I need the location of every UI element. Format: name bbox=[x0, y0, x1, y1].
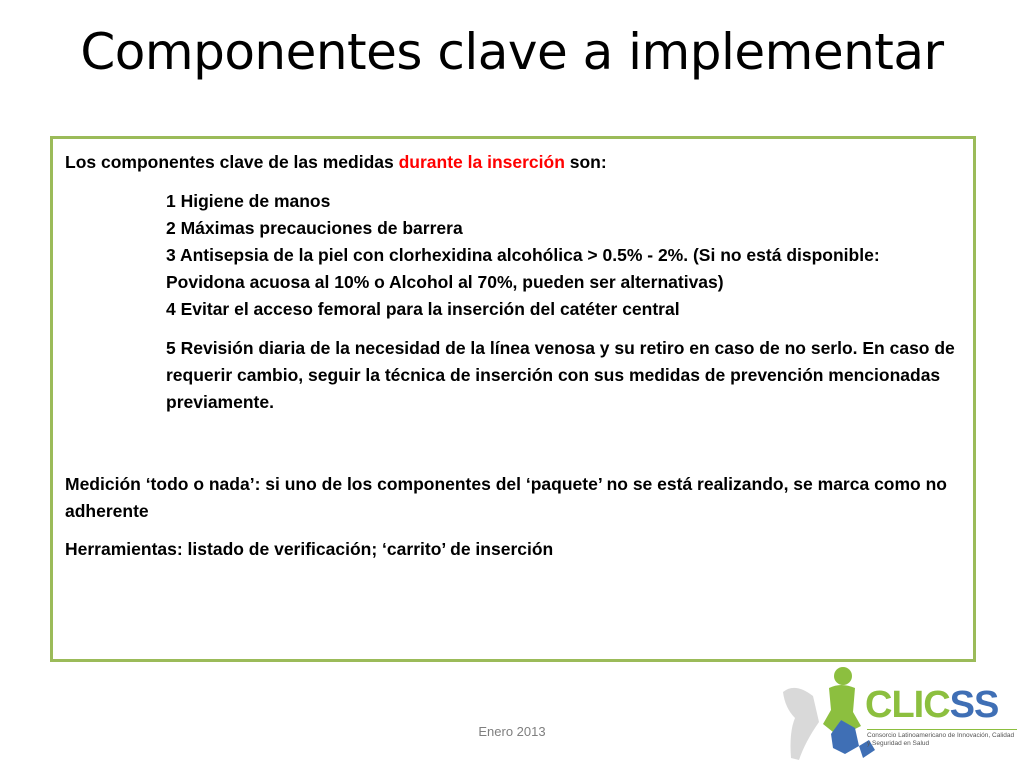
slide-title: Componentes clave a implementar bbox=[80, 23, 944, 81]
content-box bbox=[50, 136, 976, 662]
logo-name: CLICSS bbox=[865, 684, 999, 726]
component-list bbox=[65, 188, 959, 416]
list-item: 3 Antisepsia de la piel con clorhexidina alcohólica > 0.5% - 2%. (Si no está disponible: Povidona acuosa al 10% o Alcohol al 70%, pueden ser alternativas) bbox=[166, 245, 880, 292]
list-item: 4 Evitar el acceso femoral para la inserción del catéter central bbox=[166, 299, 680, 319]
list-item: 2 Máximas precauciones de barrera bbox=[166, 218, 463, 238]
logo-tagline: Consorcio Latinoamericano de Innovación, Calidad y Seguridad en Salud bbox=[867, 729, 1017, 748]
footer-date: Enero 2013 bbox=[478, 724, 546, 739]
intro-highlight: durante la inserción bbox=[398, 152, 565, 172]
tools-paragraph: Herramientas: listado de verificación; ‘carrito’ de inserción bbox=[65, 539, 554, 559]
intro-text: Los componentes clave de las medidas bbox=[65, 152, 399, 172]
list-item: 1 Higiene de manos bbox=[166, 191, 331, 211]
measurement-paragraph: Medición ‘todo o nada’: si uno de los componentes del ‘paquete’ no se está realizando, se marca como no adherente bbox=[65, 474, 947, 521]
list-item: 5 Revisión diaria de la necesidad de la línea venosa y su retiro en caso de no serlo. En caso de requerir cambio, seguir la técnica de inserción con sus medidas de prevención mencionadas previamente. bbox=[166, 338, 955, 412]
clicss-logo bbox=[775, 662, 1024, 768]
content-body bbox=[65, 149, 959, 563]
intro-paragraph bbox=[65, 149, 959, 176]
intro-end: son: bbox=[564, 152, 607, 172]
